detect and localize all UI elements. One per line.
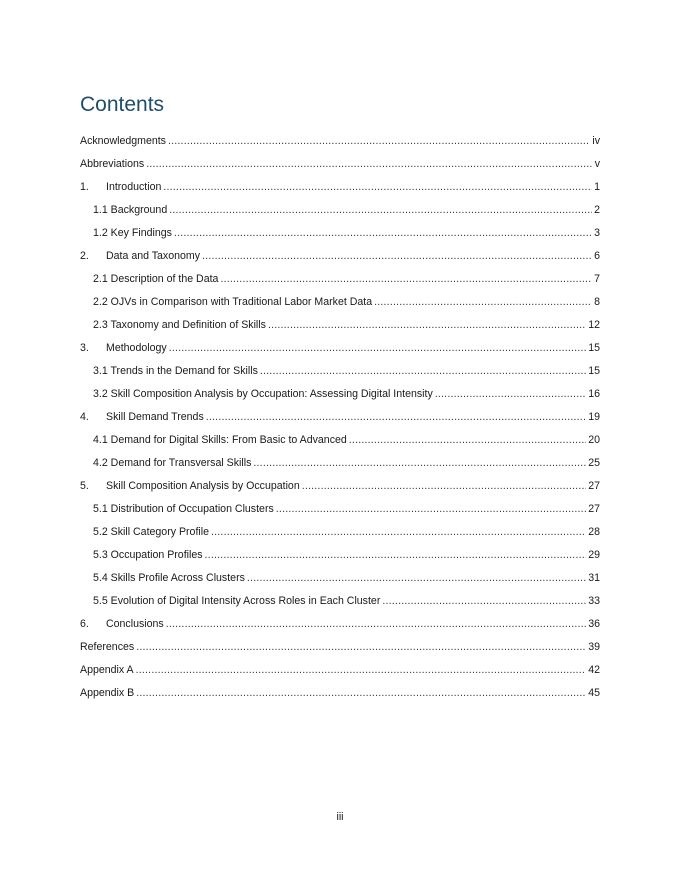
toc-entry-label[interactable]: Conclusions [106, 618, 164, 630]
toc-entry-label[interactable]: Acknowledgments [80, 135, 166, 147]
toc-entry[interactable] [80, 360, 600, 383]
toc-entry[interactable] [80, 452, 600, 475]
toc-entry-label[interactable]: 3.2 Skill Composition Analysis by Occupation: Assessing Digital Intensity [93, 388, 433, 400]
toc-entry-page[interactable]: v [594, 158, 600, 170]
dot-leader [166, 613, 586, 636]
toc-entry-page[interactable]: 6 [594, 250, 600, 262]
toc-entry-label[interactable]: Skill Demand Trends [106, 411, 204, 423]
dot-leader [302, 475, 586, 498]
toc-entry-page[interactable]: 1 [594, 181, 600, 193]
toc-entry-page[interactable]: 39 [588, 641, 600, 653]
toc-entry-label[interactable]: 5.1 Distribution of Occupation Clusters [93, 503, 274, 515]
toc-entry-label[interactable]: Appendix A [80, 664, 134, 676]
toc-entry-label[interactable]: 1.1 Background [93, 204, 168, 216]
dot-leader [382, 590, 586, 613]
toc-entry[interactable] [80, 199, 600, 222]
toc-entry-label[interactable]: 5.5 Evolution of Digital Intensity Across Roles in Each Cluster [93, 595, 381, 607]
dot-leader [174, 222, 592, 245]
toc-entry-label[interactable]: Data and Taxonomy [106, 250, 201, 262]
toc-entry[interactable] [80, 429, 600, 452]
dot-leader [253, 452, 586, 475]
toc-entry-page[interactable]: 7 [594, 273, 600, 285]
dot-leader [163, 176, 592, 199]
dot-leader [276, 498, 586, 521]
toc-entry-label[interactable]: 2.1 Description of the Data [93, 273, 219, 285]
toc-entry[interactable] [80, 130, 600, 153]
page-number: iii [336, 811, 344, 823]
toc-entry-label[interactable]: 4.1 Demand for Digital Skills: From Basic to Advanced [93, 434, 347, 446]
toc-entry[interactable] [80, 682, 600, 705]
toc-entry-page[interactable]: 25 [588, 457, 600, 469]
toc-entry[interactable] [80, 314, 600, 337]
toc-entry[interactable] [80, 498, 600, 521]
toc-entry-label[interactable]: 5.4 Skills Profile Across Clusters [93, 572, 245, 584]
toc-entry-label[interactable]: 2.3 Taxonomy and Definition of Skills [93, 319, 266, 331]
toc-entry-label[interactable]: Abbreviations [80, 158, 145, 170]
toc-entry-label[interactable]: References [80, 641, 135, 653]
dot-leader [168, 130, 590, 153]
dot-leader [220, 268, 592, 291]
toc-entry-page[interactable]: 2 [594, 204, 600, 216]
toc-entry-page[interactable]: 31 [588, 572, 600, 584]
dot-leader [374, 291, 592, 314]
toc-entry-page[interactable]: 29 [588, 549, 600, 561]
dot-leader [136, 636, 586, 659]
dot-leader [260, 360, 586, 383]
toc-entry[interactable] [80, 406, 600, 429]
dot-leader [169, 337, 587, 360]
toc-entry[interactable] [80, 613, 600, 636]
toc-entry-page[interactable]: 36 [588, 618, 600, 630]
toc-entry-page[interactable]: 3 [594, 227, 600, 239]
toc-entry-page[interactable]: 45 [588, 687, 600, 699]
toc-entry-label[interactable]: 5.2 Skill Category Profile [93, 526, 209, 538]
toc-entry-label[interactable]: Introduction [106, 181, 162, 193]
toc-entry-page[interactable]: 8 [594, 296, 600, 308]
toc-entry-page[interactable]: 27 [588, 480, 600, 492]
toc-entry[interactable] [80, 176, 600, 199]
dot-leader [211, 521, 586, 544]
dot-leader [202, 245, 592, 268]
toc-entry-number: 1. [80, 181, 89, 193]
toc-entry[interactable] [80, 475, 600, 498]
toc-entry-page[interactable]: 28 [588, 526, 600, 538]
dot-leader [146, 153, 593, 176]
dot-leader [206, 406, 586, 429]
toc-entry-page[interactable]: 19 [588, 411, 600, 423]
toc-entry-page[interactable]: 16 [588, 388, 600, 400]
page-title: Contents [80, 93, 165, 116]
dot-leader [349, 429, 586, 452]
toc-entry-number: 3. [80, 342, 89, 354]
dot-leader [136, 682, 586, 705]
toc-entry[interactable] [80, 636, 600, 659]
toc-entry-page[interactable]: 33 [588, 595, 600, 607]
toc-entry[interactable] [80, 222, 600, 245]
toc-entry[interactable] [80, 337, 600, 360]
toc-entry-number: 6. [80, 618, 89, 630]
toc-entry[interactable] [80, 153, 600, 176]
toc-entry[interactable] [80, 383, 600, 406]
dot-leader [435, 383, 586, 406]
dot-leader [268, 314, 586, 337]
toc-entry-page[interactable]: 15 [588, 365, 600, 377]
toc-entry-number: 4. [80, 411, 89, 423]
toc-entry-page[interactable]: 12 [588, 319, 600, 331]
dot-leader [247, 567, 586, 590]
toc-entry-label[interactable]: Skill Composition Analysis by Occupation [106, 480, 300, 492]
toc-entry-label[interactable]: Appendix B [80, 687, 135, 699]
dot-leader [136, 659, 587, 682]
toc-entry[interactable] [80, 544, 600, 567]
toc-entry-page[interactable]: 20 [588, 434, 600, 446]
toc-entry[interactable] [80, 567, 600, 590]
toc-entry-label[interactable]: 3.1 Trends in the Demand for Skills [93, 365, 258, 377]
toc-entry-page[interactable]: iv [592, 135, 600, 147]
toc-entry-label[interactable]: 1.2 Key Findings [93, 227, 172, 239]
toc-entry-page[interactable]: 42 [588, 664, 600, 676]
toc-entry-label[interactable]: Methodology [106, 342, 167, 354]
toc-entry[interactable] [80, 291, 600, 314]
toc-entry[interactable] [80, 659, 600, 682]
toc-entry[interactable] [80, 245, 600, 268]
toc-entry[interactable] [80, 268, 600, 291]
toc-entry-label[interactable]: 4.2 Demand for Transversal Skills [93, 457, 252, 469]
table-of-contents [80, 130, 600, 705]
toc-entry-page[interactable]: 27 [588, 503, 600, 515]
toc-entry[interactable] [80, 521, 600, 544]
toc-entry[interactable] [80, 590, 600, 613]
dot-leader [169, 199, 592, 222]
toc-entry-number: 2. [80, 250, 89, 262]
toc-entry-label[interactable]: 5.3 Occupation Profiles [93, 549, 203, 561]
toc-entry-number: 5. [80, 480, 89, 492]
dot-leader [205, 544, 587, 567]
toc-entry-label[interactable]: 2.2 OJVs in Comparison with Traditional Labor Market Data [93, 296, 373, 308]
toc-entry-page[interactable]: 15 [588, 342, 600, 354]
